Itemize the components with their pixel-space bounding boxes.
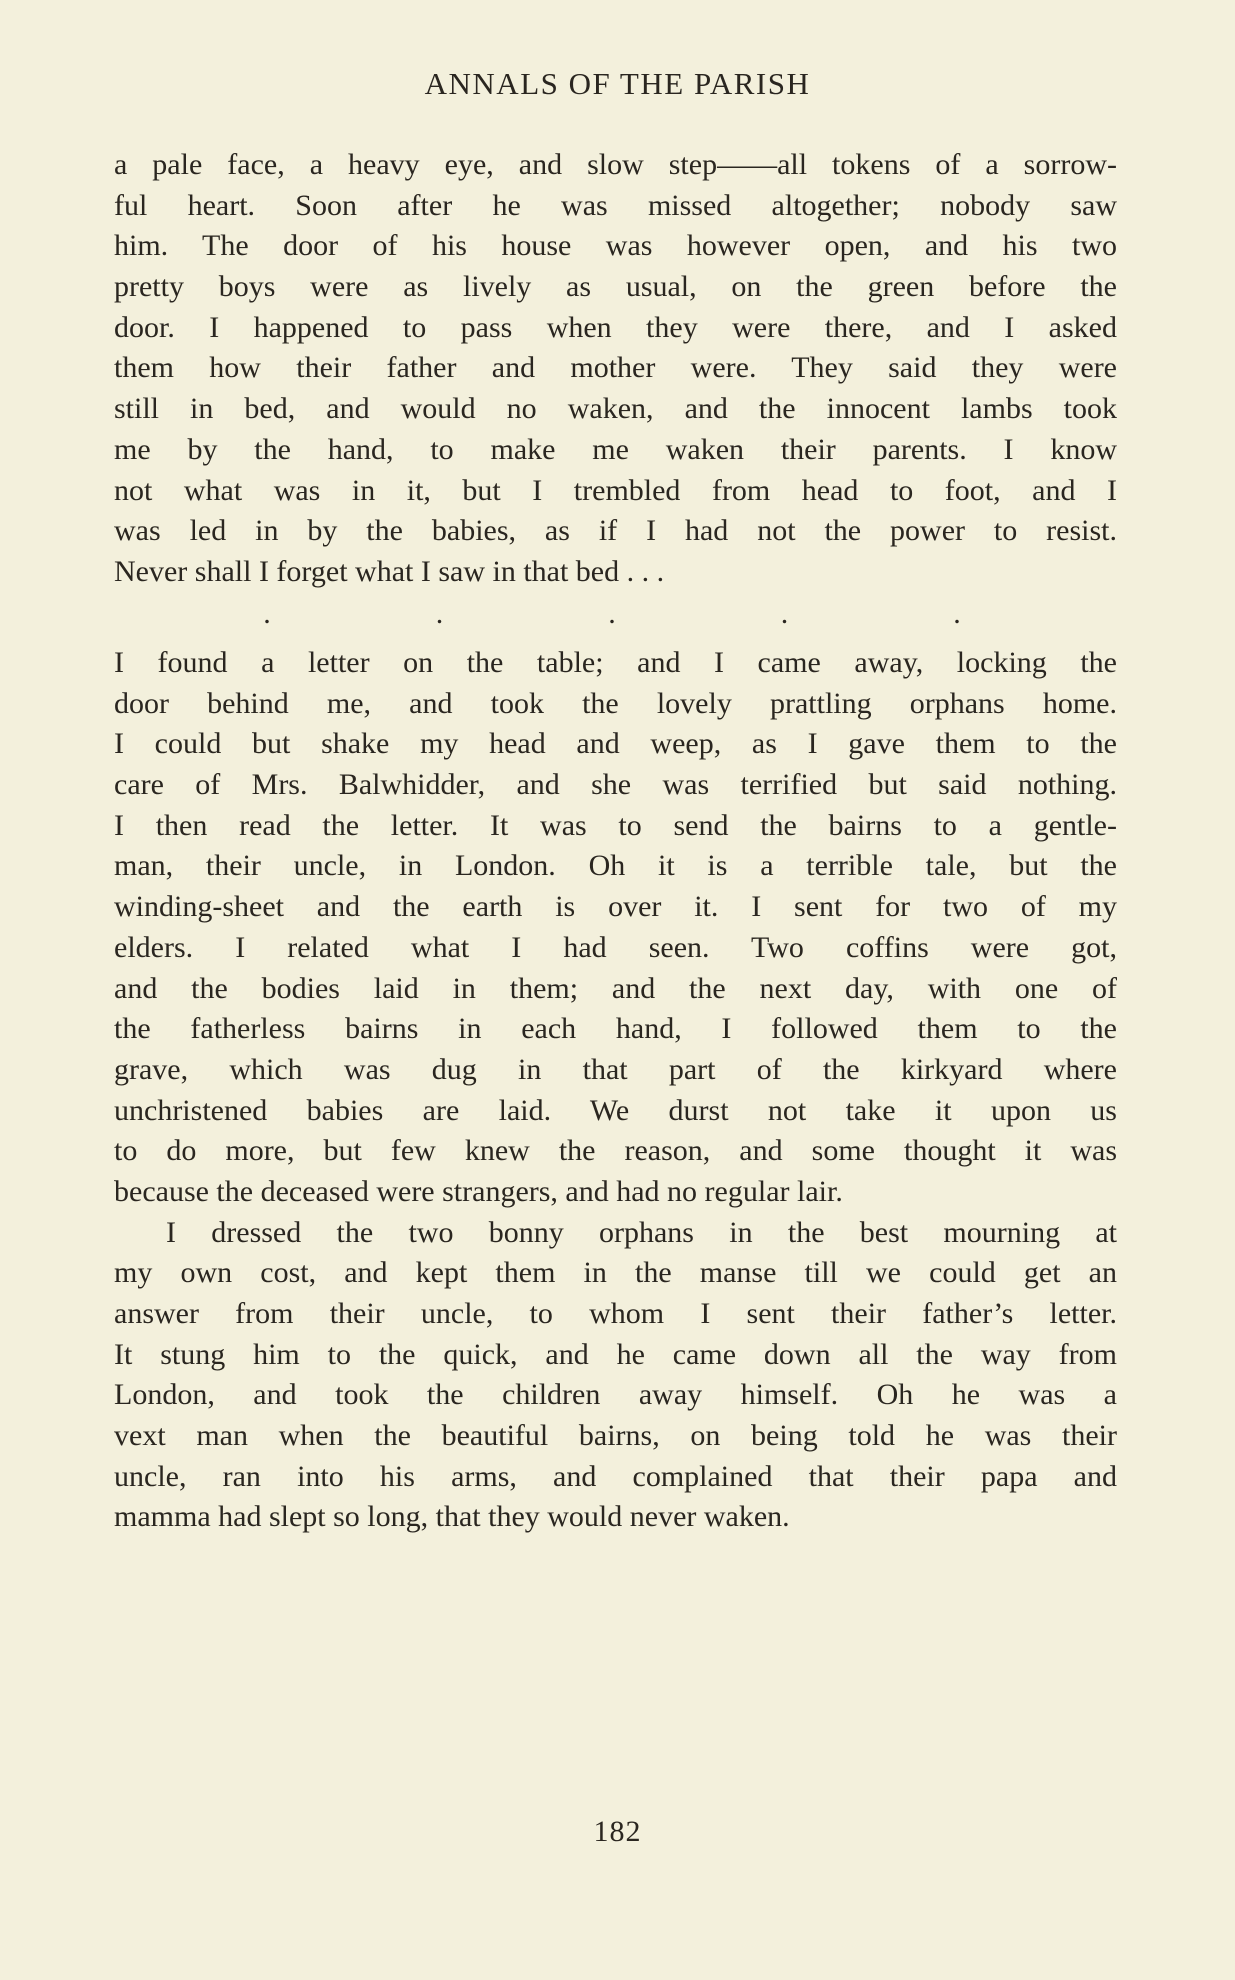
paragraph-2-and-3	[114, 643, 1117, 1538]
text-line: not what was in it, but I trembled from head to foot, and I	[114, 473, 1117, 507]
text-line: them how their father and mother were. They said they were	[114, 351, 1117, 385]
text-line: vext man when the beautiful bairns, on being told he was their	[114, 1419, 1117, 1453]
text-line: the fatherless bairns in each hand, I followed them to the	[114, 1012, 1117, 1046]
text-line: answer from their uncle, to whom I sent their father’s letter.	[114, 1297, 1117, 1330]
text-line: ful heart. Soon after he was missed altogether; nobody saw	[114, 188, 1117, 222]
paragraph-1	[114, 145, 1117, 593]
text-line: winding-sheet and the earth is over it. I sent for two of my	[114, 890, 1117, 924]
text-line: door. I happened to pass when they were there, and I asked	[114, 310, 1117, 344]
text-line: elders. I related what I had seen. Two coffins were got,	[114, 930, 1117, 964]
text-line: was led in by the babies, as if I had not the power to resist.	[114, 514, 1117, 548]
ellipsis-dot: .	[953, 597, 961, 630]
text-line: man, their uncle, in London. Oh it is a terrible tale, but the	[114, 849, 1117, 883]
text-line: because the deceased were strangers, and had no regular lair.	[114, 1174, 843, 1208]
text-line: pretty boys were as lively as usual, on the green before the	[114, 270, 1117, 304]
text-line: I found a letter on the table; and I came away, locking the	[114, 646, 1117, 679]
text-line: to do more, but few knew the reason, and some thought it was	[114, 1134, 1117, 1168]
running-head: ANNALS OF THE PARISH	[424, 66, 811, 101]
text-line: It stung him to the quick, and he came down all the way from	[114, 1337, 1117, 1371]
text-line: care of Mrs. Balwhidder, and she was terrified but said nothing.	[114, 768, 1117, 802]
text-line: I then read the letter. It was to send the bairns to a gentle-	[114, 808, 1117, 842]
text-line: mamma had slept so long, that they would never waken.	[114, 1500, 790, 1534]
text-line: me by the hand, to make me waken their parents. I know	[114, 432, 1117, 466]
page-number: 182	[593, 1815, 642, 1848]
ellipsis-dot: .	[263, 597, 271, 630]
ellipsis-dot: .	[435, 597, 444, 630]
text-line: and the bodies laid in them; and the next day, with one of	[114, 971, 1117, 1005]
text-line: door behind me, and took the lovely prattling orphans home.	[114, 686, 1117, 720]
ellipsis-dot: .	[780, 597, 789, 630]
text-line: I could but shake my head and weep, as I gave them to the	[114, 727, 1117, 761]
text-line: London, and took the children away himself. Oh he was a	[114, 1378, 1117, 1412]
text-line: uncle, ran into his arms, and complained that their papa and	[114, 1459, 1117, 1493]
text-line: unchristened babies are laid. We durst not take it upon us	[114, 1093, 1117, 1127]
text-line: Never shall I forget what I saw in that bed . . .	[114, 554, 665, 588]
text-line: him. The door of his house was however open, and his two	[114, 229, 1117, 263]
ellipsis-break	[262, 597, 962, 631]
text-line: I dressed the two bonny orphans in the best mourning at	[166, 1215, 1117, 1249]
text-line: still in bed, and would no waken, and the innocent lambs took	[114, 392, 1117, 426]
text-line: my own cost, and kept them in the manse till we could get an	[114, 1256, 1117, 1290]
ellipsis-dot: .	[608, 597, 616, 630]
text-line: a pale face, a heavy eye, and slow step——all tokens of a sorrow-	[114, 148, 1117, 181]
text-line: grave, which was dug in that part of the kirkyard where	[114, 1052, 1117, 1086]
